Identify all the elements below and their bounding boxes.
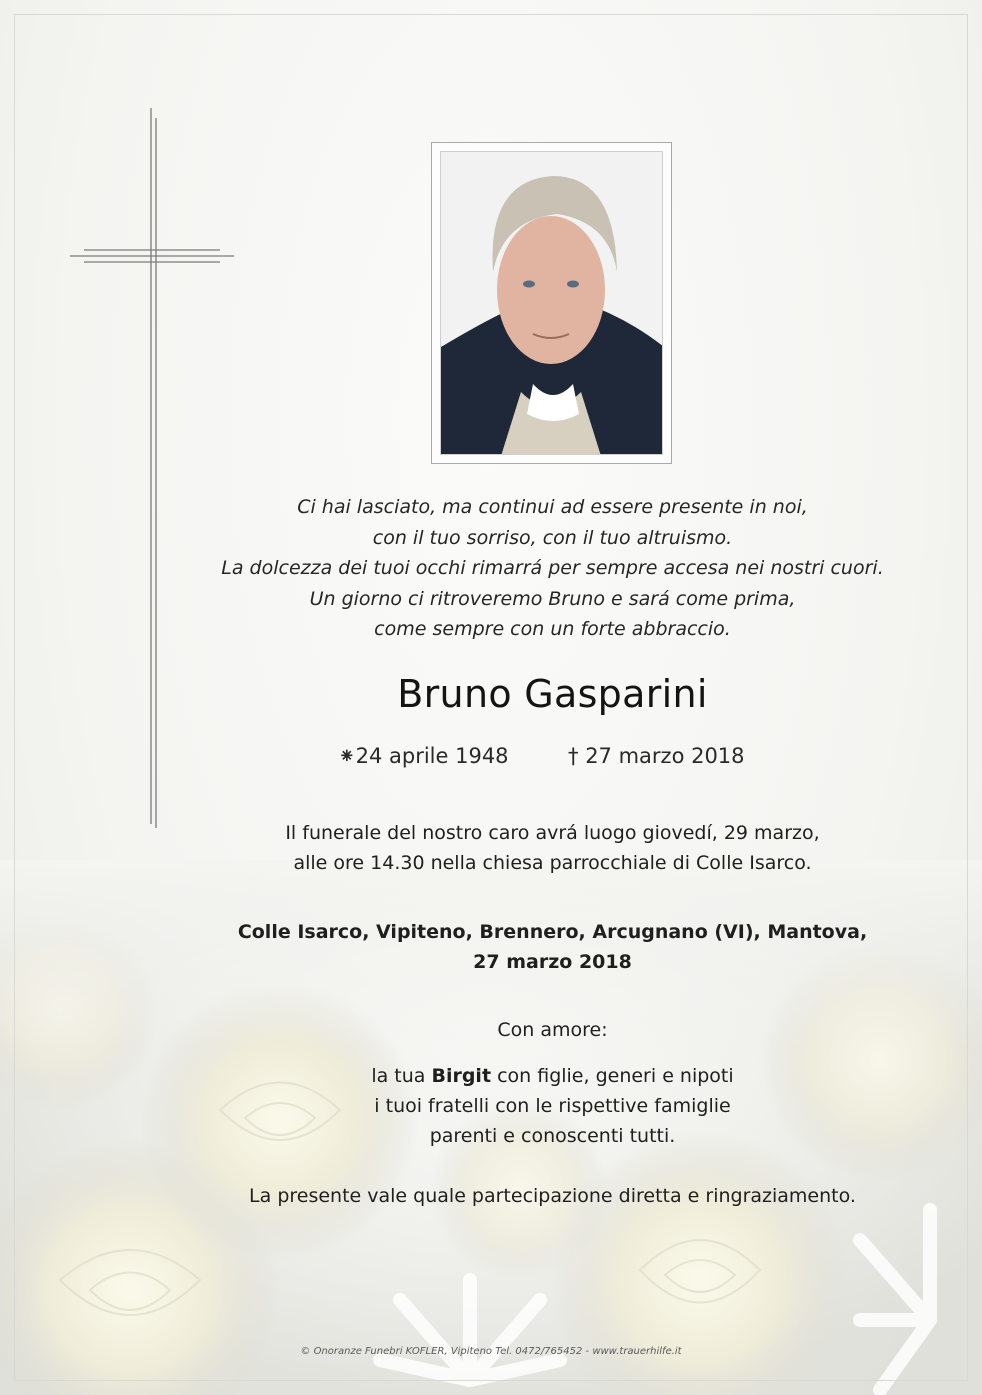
cross-icon: [70, 108, 238, 828]
family-line: [180, 1061, 925, 1091]
death-date: [568, 744, 745, 768]
closing-intro: Con amore:: [497, 1019, 608, 1041]
birth-date: [338, 744, 509, 768]
death-date-text: 27 marzo 2018: [585, 744, 745, 768]
footer-credit: © Onoranze Funebri KOFLER, Vipiteno Tel. 0472/765452 - www.trauerhilfe.it: [300, 1346, 682, 1357]
portrait-photo: [440, 151, 663, 455]
final-note: La presente vale quale partecipazione diretta e ringraziamento.: [249, 1185, 856, 1207]
family-line: i tuoi fratelli con le rispettive famiglie: [374, 1095, 731, 1117]
funeral-line: Il funerale del nostro caro avrá luogo giovedí, 29 marzo,: [285, 822, 820, 844]
poem-line: come sempre con un forte abbraccio.: [374, 618, 731, 640]
family-text: la tua: [371, 1065, 432, 1087]
poem-line: Ci hai lasciato, ma continui ad essere presente in noi,: [297, 496, 808, 518]
spouse-name: Birgit: [431, 1065, 492, 1087]
poem-line: Un giorno ci ritroveremo Bruno e sará come prima,: [309, 587, 796, 610]
dagger-icon: †: [568, 744, 579, 768]
deceased-name: Bruno Gasparini: [397, 672, 708, 716]
poem-line: La dolcezza dei tuoi occhi rimarrá per sempre accesa nei nostri cuori.: [221, 557, 884, 579]
notice-date: 27 marzo 2018: [473, 951, 632, 973]
birth-date-text: 24 aprile 1948: [355, 744, 509, 768]
family-line: parenti e conoscenti tutti.: [429, 1125, 676, 1147]
funeral-line: alle ore 14.30 nella chiesa parrocchiale di Colle Isarco.: [293, 852, 812, 874]
poem-line: con il tuo sorriso, con il tuo altruismo.: [372, 526, 733, 549]
portrait-frame: [431, 142, 672, 464]
funeral-notice: [180, 818, 925, 878]
star-icon: ⁕: [338, 744, 356, 768]
places-line: Colle Isarco, Vipiteno, Brennero, Arcugnano (VI), Mantova,: [237, 921, 868, 943]
memorial-poem: [180, 492, 925, 645]
family-text: con figlie, generi e nipoti: [491, 1065, 734, 1087]
places-and-date: [180, 917, 925, 977]
family-list: [180, 1061, 925, 1151]
